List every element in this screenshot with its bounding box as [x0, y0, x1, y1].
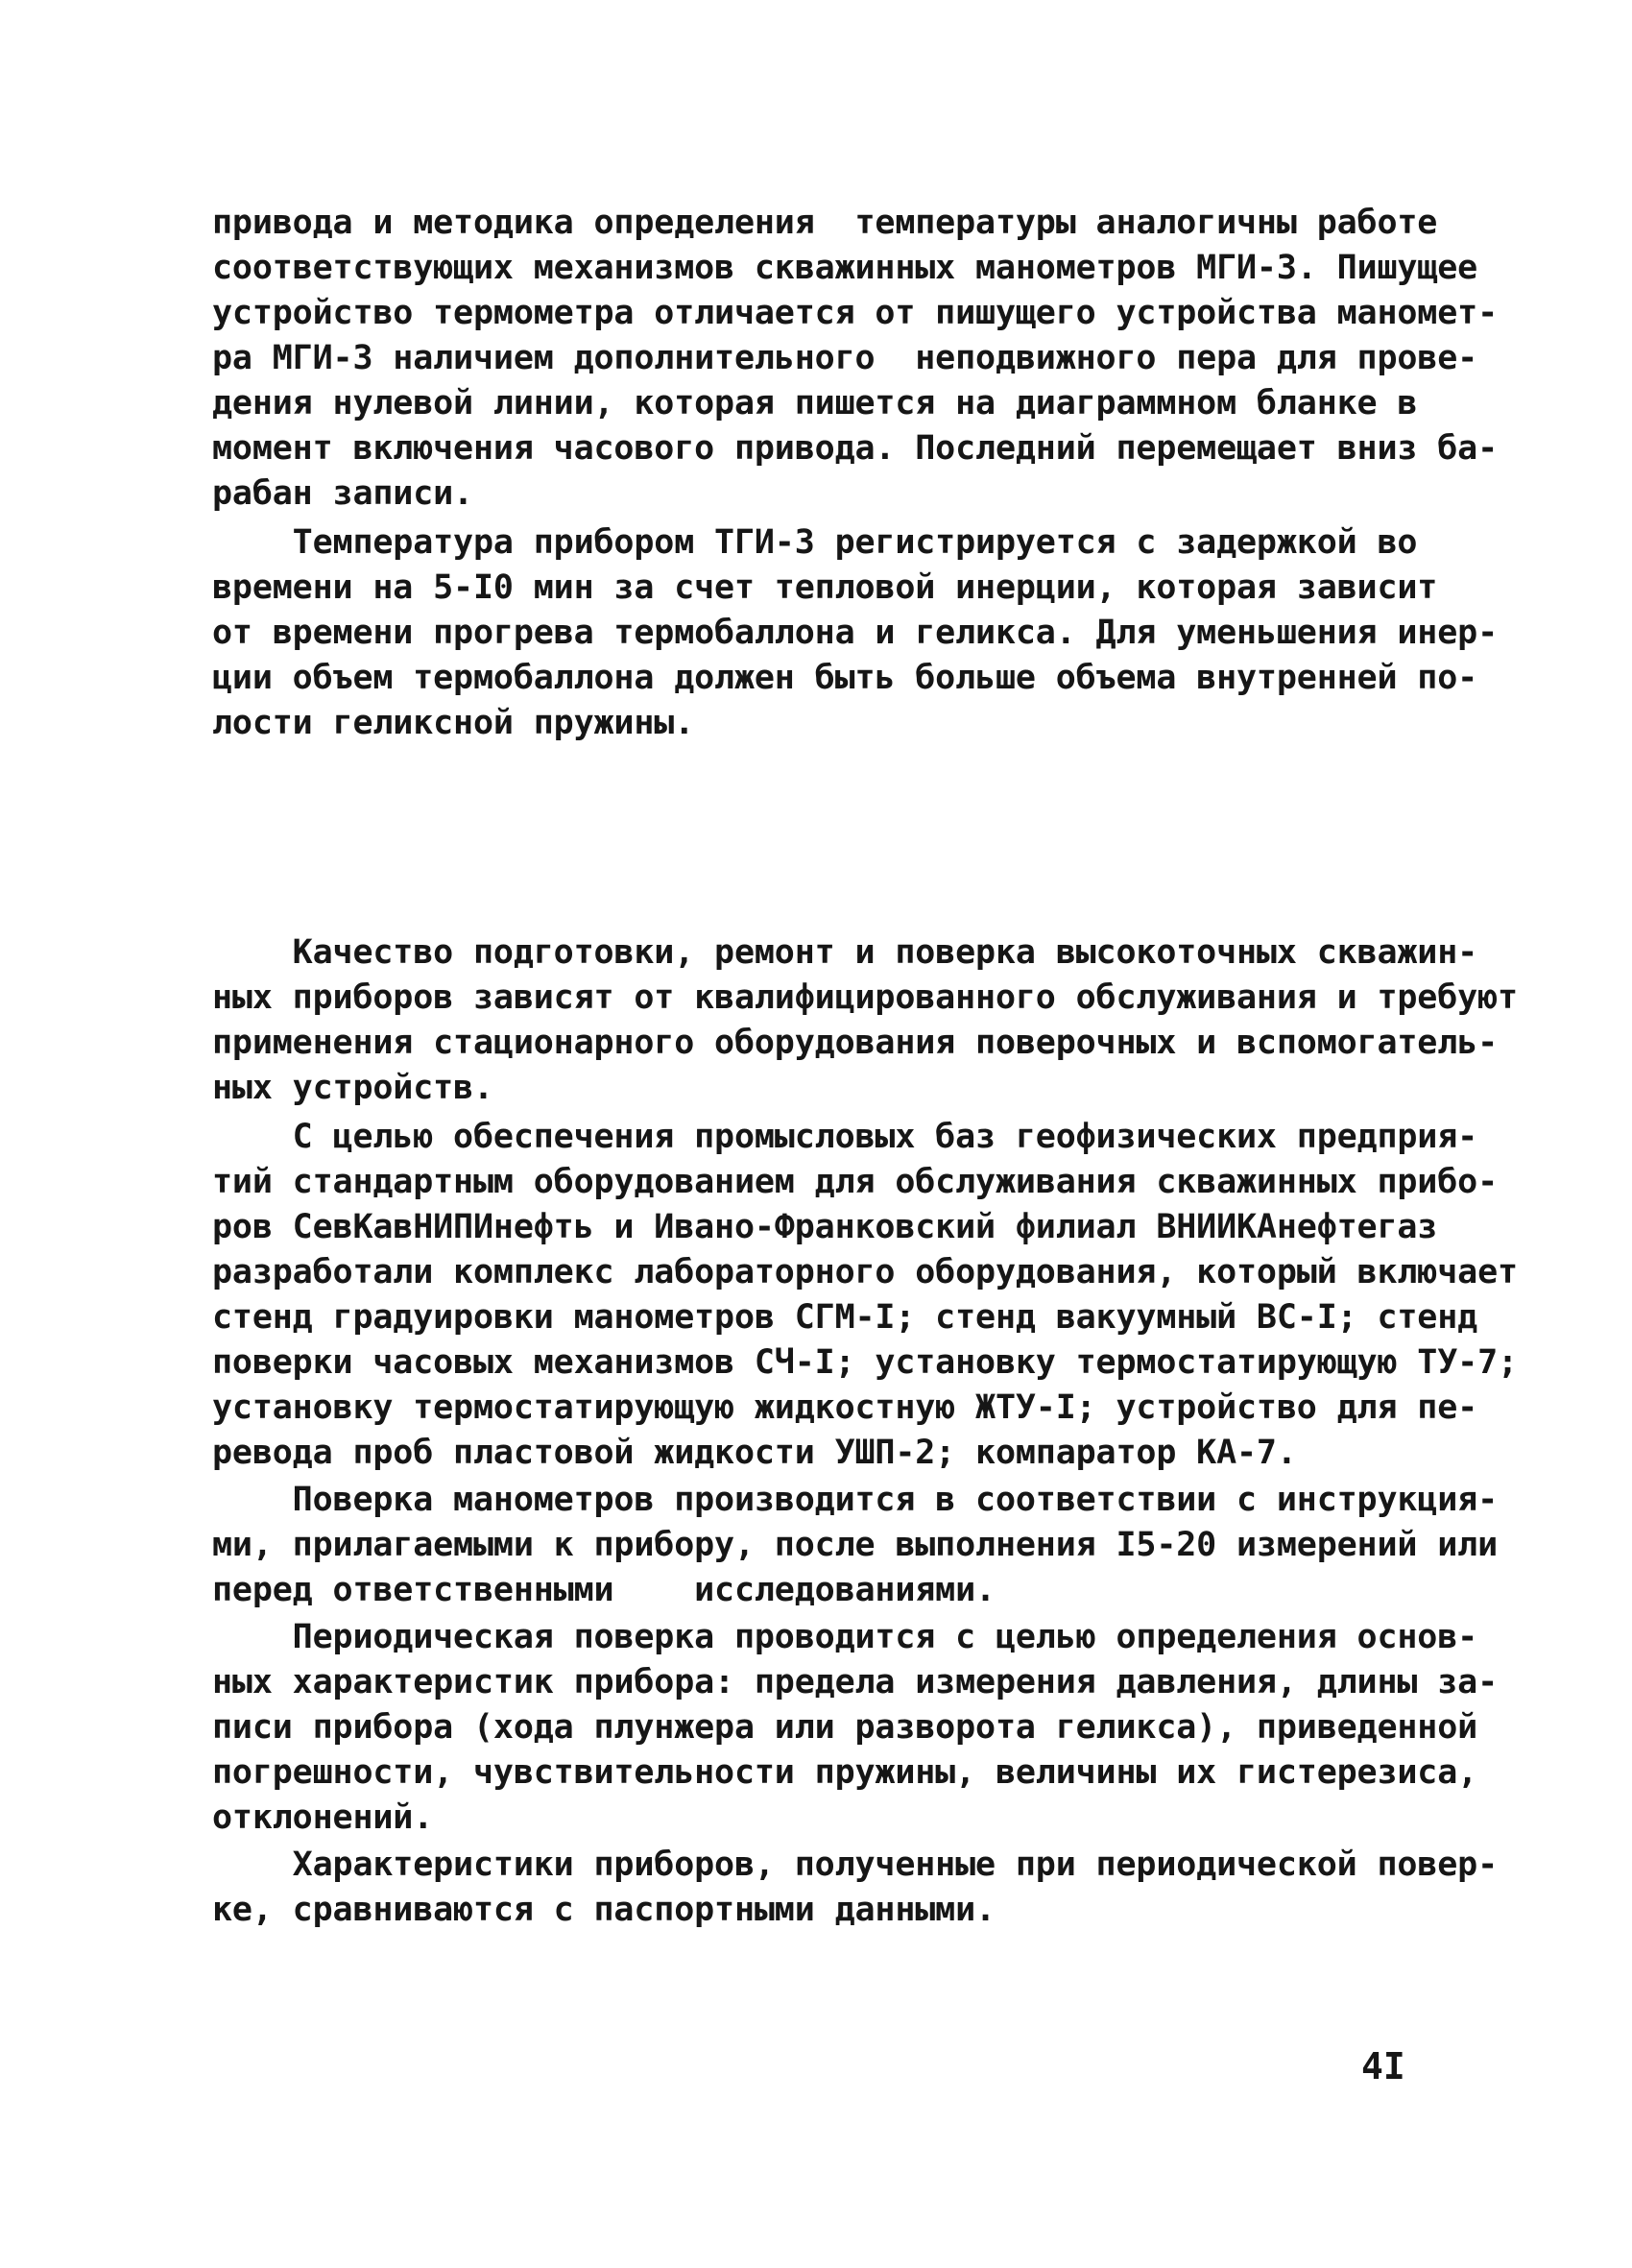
page-number: 4I: [1361, 2045, 1405, 2087]
text-line: от времени прогрева термобаллона и геликса. Для уменьшения инер-: [212, 614, 1498, 652]
text-line: ке, сравниваются с паспортными данными.: [212, 1891, 996, 1929]
text-line: Поверка манометров производится в соответствии с инструкция-: [212, 1481, 1498, 1519]
text-line: ров СевКавНИПИнефть и Ивано-Франковский филиал ВНИИКАнефтегаз: [212, 1208, 1438, 1246]
text-line: погрешности, чувствительности пружины, величины их гистерезиса,: [212, 1753, 1478, 1792]
text-line: лости геликсной пружины.: [212, 704, 695, 742]
text-line: времени на 5-I0 мин за счет тепловой инерции, которая зависит: [212, 568, 1438, 607]
text-line: ции объем термобаллона должен быть больше объема внутренней по-: [212, 659, 1478, 697]
text-line: Характеристики приборов, полученные при периодической повер-: [212, 1846, 1498, 1884]
text-line: дения нулевой линии, которая пишется на диаграммном бланке в: [212, 384, 1418, 422]
text-line: ра МГИ-3 наличием дополнительного неподвижного пера для прове-: [212, 339, 1478, 377]
text-line: ных приборов зависят от квалифицированного обслуживания и требуют: [212, 978, 1518, 1017]
text-line: С целью обеспечения промысловых баз геофизических предприя-: [212, 1118, 1478, 1156]
text-line: устройство термометра отличается от пишущего устройства маномет-: [212, 294, 1498, 332]
text-line: момент включения часового привода. Последний перемещает вниз ба-: [212, 429, 1498, 468]
text-line: разработали комплекс лабораторного оборудования, который включает: [212, 1253, 1518, 1291]
text-line: писи прибора (хода плунжера или разворота геликса), приведенной: [212, 1708, 1478, 1747]
text-line: Периодическая поверка проводится с целью определения основ-: [212, 1618, 1478, 1656]
text-line: стенд градуировки манометров СГМ-I; стенд вакуумный ВС-I; стенд: [212, 1298, 1478, 1337]
text-line: ми, прилагаемыми к прибору, после выполнения I5-20 измерений или: [212, 1526, 1498, 1564]
text-line: ных устройств.: [212, 1069, 493, 1107]
text-line: привода и методика определения температуры аналогичны работе: [212, 204, 1438, 242]
text-line: тий стандартным оборудованием для обслуживания скважинных прибо-: [212, 1163, 1498, 1201]
text-line: перед ответственными исследованиями.: [212, 1571, 996, 1609]
text-line: ных характеристик прибора: предела измерения давления, длины за-: [212, 1663, 1498, 1701]
text-line: Температура прибором ТГИ-3 регистрируется с задержкой во: [212, 523, 1418, 562]
text-line: установку термостатирующую жидкостную ЖТУ-I; устройство для пе-: [212, 1388, 1478, 1427]
text-line: соответствующих механизмов скважинных манометров МГИ-3. Пишущее: [212, 249, 1478, 287]
text-line: Качество подготовки, ремонт и поверка высокоточных скважин-: [212, 933, 1478, 972]
text-line: применения стационарного оборудования поверочных и вспомогатель-: [212, 1024, 1498, 1062]
text-line: отклонений.: [212, 1798, 434, 1837]
text-line: ревода проб пластовой жидкости УШП-2; компаратор КА-7.: [212, 1434, 1297, 1472]
text-line: рабан записи.: [212, 474, 473, 513]
text-line: поверки часовых механизмов СЧ-I; установку термостатирующую ТУ-7;: [212, 1343, 1518, 1382]
